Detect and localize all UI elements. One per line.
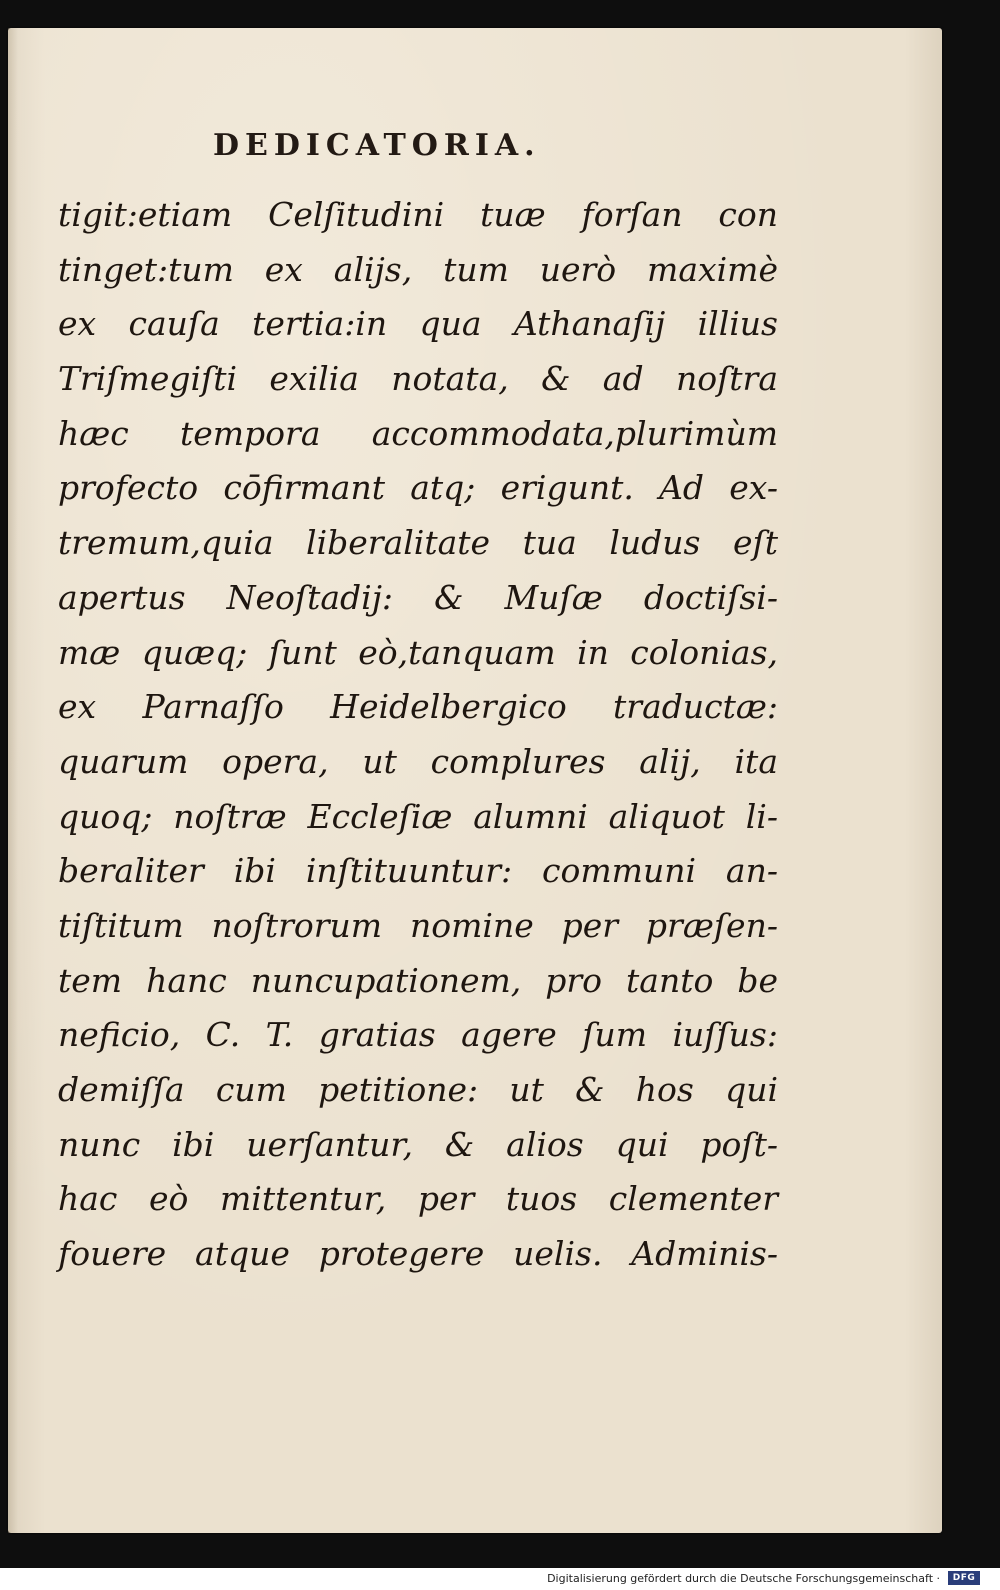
text-line: hac eò mittentur, per tuos clementer — [58, 1179, 778, 1219]
dfg-logo: DFG — [948, 1571, 980, 1585]
text-line: Triſmegiſti exilia notata, & ad noſtra — [58, 359, 778, 399]
text-line: profecto cōfirmant atq; erigunt. Ad ex- — [58, 468, 778, 508]
footer-bar — [0, 1568, 1000, 1590]
page-edge-shadow — [8, 28, 18, 1533]
text-line: fouere atque protegere uelis. Adminis- — [58, 1234, 778, 1274]
text-line: beraliter ibi inſtituuntur: communi an- — [58, 851, 778, 891]
text-line: nunc ibi uerſantur, & alios qui poſt- — [58, 1124, 778, 1164]
running-header: DEDICATORIA. — [213, 128, 541, 163]
text-line: tigit:etiam Celſitudini tuæ forſan con — [58, 195, 778, 234]
text-line: tremum,quia liberalitate tua ludus eſt — [58, 523, 778, 563]
text-line: demiſſa cum petitione: ut & hos qui — [58, 1070, 778, 1109]
text-line: neficio, C. T. gratias agere ſum iuſſus: — [58, 1015, 778, 1055]
text-line: tiſtitum noſtrorum nomine per præſen- — [58, 905, 778, 945]
funding-credit: Digitalisierung gefördert durch die Deutsche Forschungsgemeinschaft · — [547, 1572, 940, 1585]
text-line: hæc tempora accommodata,plurimùm — [58, 413, 778, 453]
text-line: quarum opera, ut complures alij, ita — [58, 741, 778, 781]
text-line: ex Parnaſſo Heidelbergico traductæ: — [58, 687, 778, 727]
text-line: ex cauſa tertia:in qua Athanaſij illius — [58, 304, 778, 344]
text-line: tem hanc nuncupationem, pro tanto be — [58, 960, 778, 1000]
body-text — [58, 188, 778, 1282]
text-line: tinget:tum ex alijs, tum uerò maximè — [58, 249, 778, 289]
text-line: mæ quæq; ſunt eò,tanquam in colonias, — [58, 632, 778, 672]
text-line: apertus Neoſtadij: & Muſæ doctiſsi- — [58, 577, 778, 617]
text-line: quoq; noſtræ Eccleſiæ alumni aliquot li- — [58, 796, 778, 836]
